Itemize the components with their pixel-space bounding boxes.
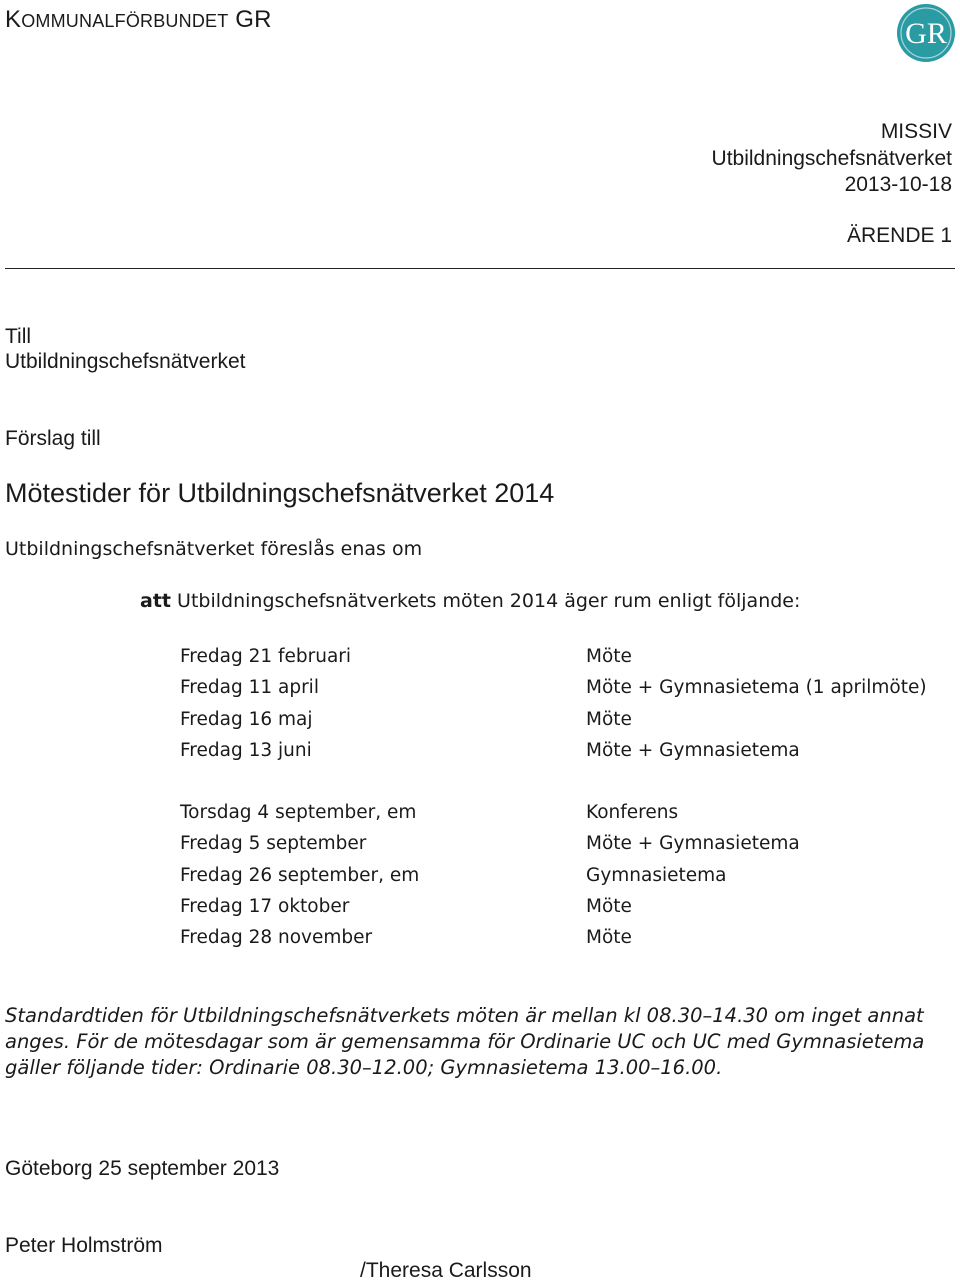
list-item: Möte xyxy=(586,708,632,730)
list-item: Konferens xyxy=(586,802,679,823)
list-item: Torsdag 4 september, em xyxy=(180,802,417,823)
spring-events xyxy=(586,641,927,766)
list-item: Möte xyxy=(586,646,632,667)
list-item: Möte + Gymnasietema xyxy=(586,739,800,761)
organization-name: KOMMUNALFÖRBUNDET GR xyxy=(5,6,272,33)
time-note: Standardtiden för Utbildningschefsnätverkets möten är mellan kl 08.30–14.30 om inget annat anges. För de mötesdagar som är gemensamma för Ordinarie UC och UC med Gymnasietema gäller följande tider: Ordinarie 08.30–12.00; Gymnasietema 13.00–16.00. xyxy=(5,1004,925,1079)
att-word: att xyxy=(140,590,171,612)
page-title: Mötestider för Utbildningschefsnätverket 2014 xyxy=(5,478,555,508)
list-item: Möte + Gymnasietema xyxy=(586,833,800,855)
list-item: Fredag 17 oktober xyxy=(180,895,350,917)
svg-text:GR: GR xyxy=(905,17,947,50)
list-item: Fredag 26 september, em xyxy=(180,864,420,886)
list-item: Möte xyxy=(586,927,632,949)
list-item: Möte + Gymnasietema (1 aprilmöte) xyxy=(586,677,927,699)
header-divider xyxy=(5,268,955,269)
list-item: Fredag 16 maj xyxy=(180,708,313,730)
list-item: Fredag 11 april xyxy=(180,677,319,699)
list-item: Möte xyxy=(586,895,632,917)
to-name: Utbildningschefsnätverket xyxy=(5,350,246,373)
doc-type: MISSIV xyxy=(880,120,952,143)
list-item: Fredag 5 september xyxy=(180,833,367,855)
autumn-events xyxy=(586,797,800,953)
case-number: ÄRENDE 1 xyxy=(846,224,952,247)
secondary-signatory: /Theresa Carlsson xyxy=(360,1259,532,1282)
att-text: Utbildningschefsnätverkets möten 2014 äger rum enligt följande: xyxy=(177,590,801,612)
list-item: Fredag 13 juni xyxy=(180,739,312,761)
intro-text: Utbildningschefsnätverket föreslås enas om xyxy=(5,538,423,560)
network-name: Utbildningschefsnätverket xyxy=(711,147,952,170)
list-item: Fredag 21 februari xyxy=(180,646,352,667)
signatory: Peter Holmström xyxy=(5,1234,163,1257)
to-label: Till xyxy=(5,325,32,348)
gr-logo-icon xyxy=(896,3,956,63)
list-item: Gymnasietema xyxy=(586,864,727,886)
att-clause xyxy=(140,590,800,612)
autumn-dates xyxy=(180,797,419,953)
proposal-label: Förslag till xyxy=(5,427,101,450)
place-date: Göteborg 25 september 2013 xyxy=(5,1157,280,1180)
spring-dates xyxy=(180,641,351,766)
list-item: Fredag 28 november xyxy=(180,927,373,949)
doc-date: 2013-10-18 xyxy=(844,173,952,196)
